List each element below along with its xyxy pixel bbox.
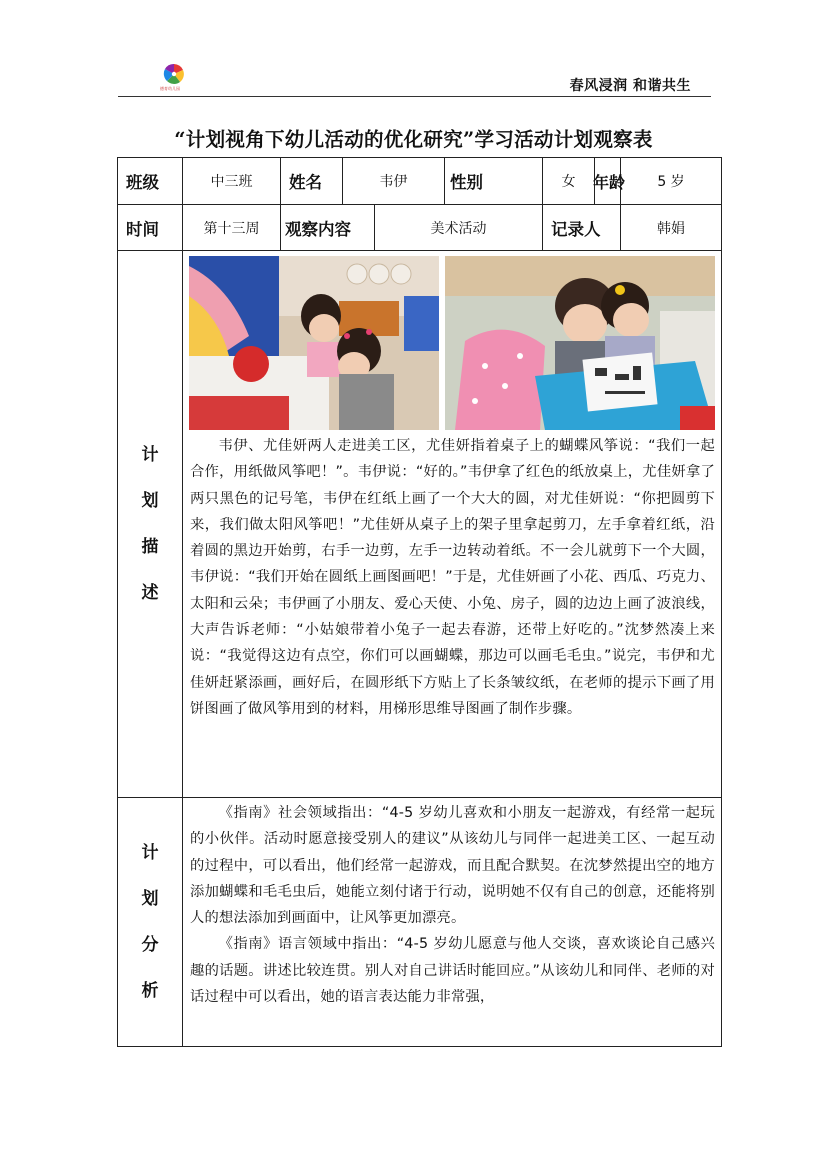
plan-analysis-text (183, 800, 721, 1012)
plan-description-label (118, 251, 183, 798)
kindergarten-logo-icon (162, 62, 186, 86)
header-motto: 春风浸润 和谐共生 (569, 78, 691, 94)
analysis-paragraph: 《指南》社会领域指出：“4-5 岁幼儿喜欢和小朋友一起游戏，有经常一起玩的小伙伴。活动时愿意接受别人的建议”从该幼儿与同伴一起进美工区、一起互动的过程中，可以看出，他们经常一起游戏，而且配合默契。在沈梦然提出空的地方添加蝴蝶和毛毛虫后，她能立刻付诸于行动，说明她不仅有自己的创意，还能将别人的想法添加到画面中，让风筝更加漂亮。 (190, 805, 715, 927)
content-value: 美术活动 (375, 205, 543, 251)
info-row-1 (118, 158, 722, 205)
plan-analysis-cell (183, 798, 722, 1047)
plan-analysis-row (118, 798, 722, 1047)
children-drawing-on-paper-photo (445, 256, 715, 430)
page-title: “计划视角下幼儿活动的优化研究”学习活动计划观察表 (174, 128, 653, 151)
content-label: 观察内容 (281, 205, 375, 251)
recorder-label: 记录人 (543, 205, 621, 251)
plan-description-text (183, 433, 721, 724)
recorder-value: 韩娟 (621, 205, 722, 251)
plan-description-row (118, 251, 722, 798)
description-paragraph: 韦伊、尤佳妍两人走进美工区，尤佳妍指着桌子上的蝴蝶风筝说：“我们一起合作，用纸做风筝吧！”。韦伊说：“好的。”韦伊拿了红色的纸放桌上，尤佳妍拿了两只黑色的记号笔，韦伊在红纸上画了一个大大的圆，对尤佳妍说：“你把圆剪下来，我们做太阳风筝吧！”尤佳妍从桌子上的架子里拿起剪刀，左手拿着红纸，沿着圆的黑边开始剪，右手一边剪，左手一边转动着纸。不一会儿就剪下一个大圆，韦伊说：“我们开始在圆纸上画图画吧！”于是，尤佳妍画了小花、西瓜、巧克力、太阳和云朵；韦伊画了小朋友、爱心天使、小兔、房子，圆的边边上画了波浪线，大声告诉老师：“小姑娘带着小兔子一起去春游，还带上好吃的。”沈梦然凑上来说：“我觉得这边有点空，你们可以画蝴蝶，那边可以画毛毛虫。”说完，韦伊和尤佳妍赶紧添画，画好后，在圆形纸下方贴上了长条皱纹纸，在老师的提示下画了用饼图画了做风筝用到的材料，用梯形思维导图画了制作步骤。 (190, 438, 715, 717)
info-row-2 (118, 205, 722, 251)
name-value: 韦伊 (343, 158, 445, 205)
side-char: 划 (141, 491, 159, 511)
side-char: 析 (141, 981, 159, 1001)
class-value: 中三班 (183, 158, 281, 205)
time-value: 第十三周 (183, 205, 281, 251)
observation-table (117, 157, 722, 1047)
age-value: 5 岁 (621, 158, 722, 205)
children-making-paper-kite-photo (189, 256, 439, 430)
side-char: 述 (141, 583, 159, 603)
plan-description-cell (183, 251, 722, 798)
side-char: 划 (141, 889, 159, 909)
side-char: 描 (141, 537, 159, 557)
class-label: 班级 (118, 158, 183, 205)
side-char: 计 (141, 445, 159, 465)
plan-analysis-label (118, 798, 183, 1047)
photo-strip (183, 251, 721, 433)
age-label (593, 158, 626, 205)
gender-value: 女 (543, 158, 595, 205)
age-label-text: 年龄 (593, 172, 626, 192)
gender-label: 性别 (445, 158, 543, 205)
side-char: 计 (141, 843, 159, 863)
time-label: 时间 (118, 205, 183, 251)
logo-text: 德育幼儿园 (160, 86, 180, 91)
name-label: 姓名 (281, 158, 343, 205)
page-header (118, 58, 711, 97)
side-char: 分 (141, 935, 159, 955)
analysis-paragraph: 《指南》语言领域中指出：“4-5 岁幼儿愿意与他人交谈，喜欢谈论自己感兴趣的话题。讲述比较连贯。别人对自己讲话时能回应。”从该幼儿和同伴、老师的对话过程中可以看出，她的语言表达能力非常强， (190, 936, 715, 1006)
